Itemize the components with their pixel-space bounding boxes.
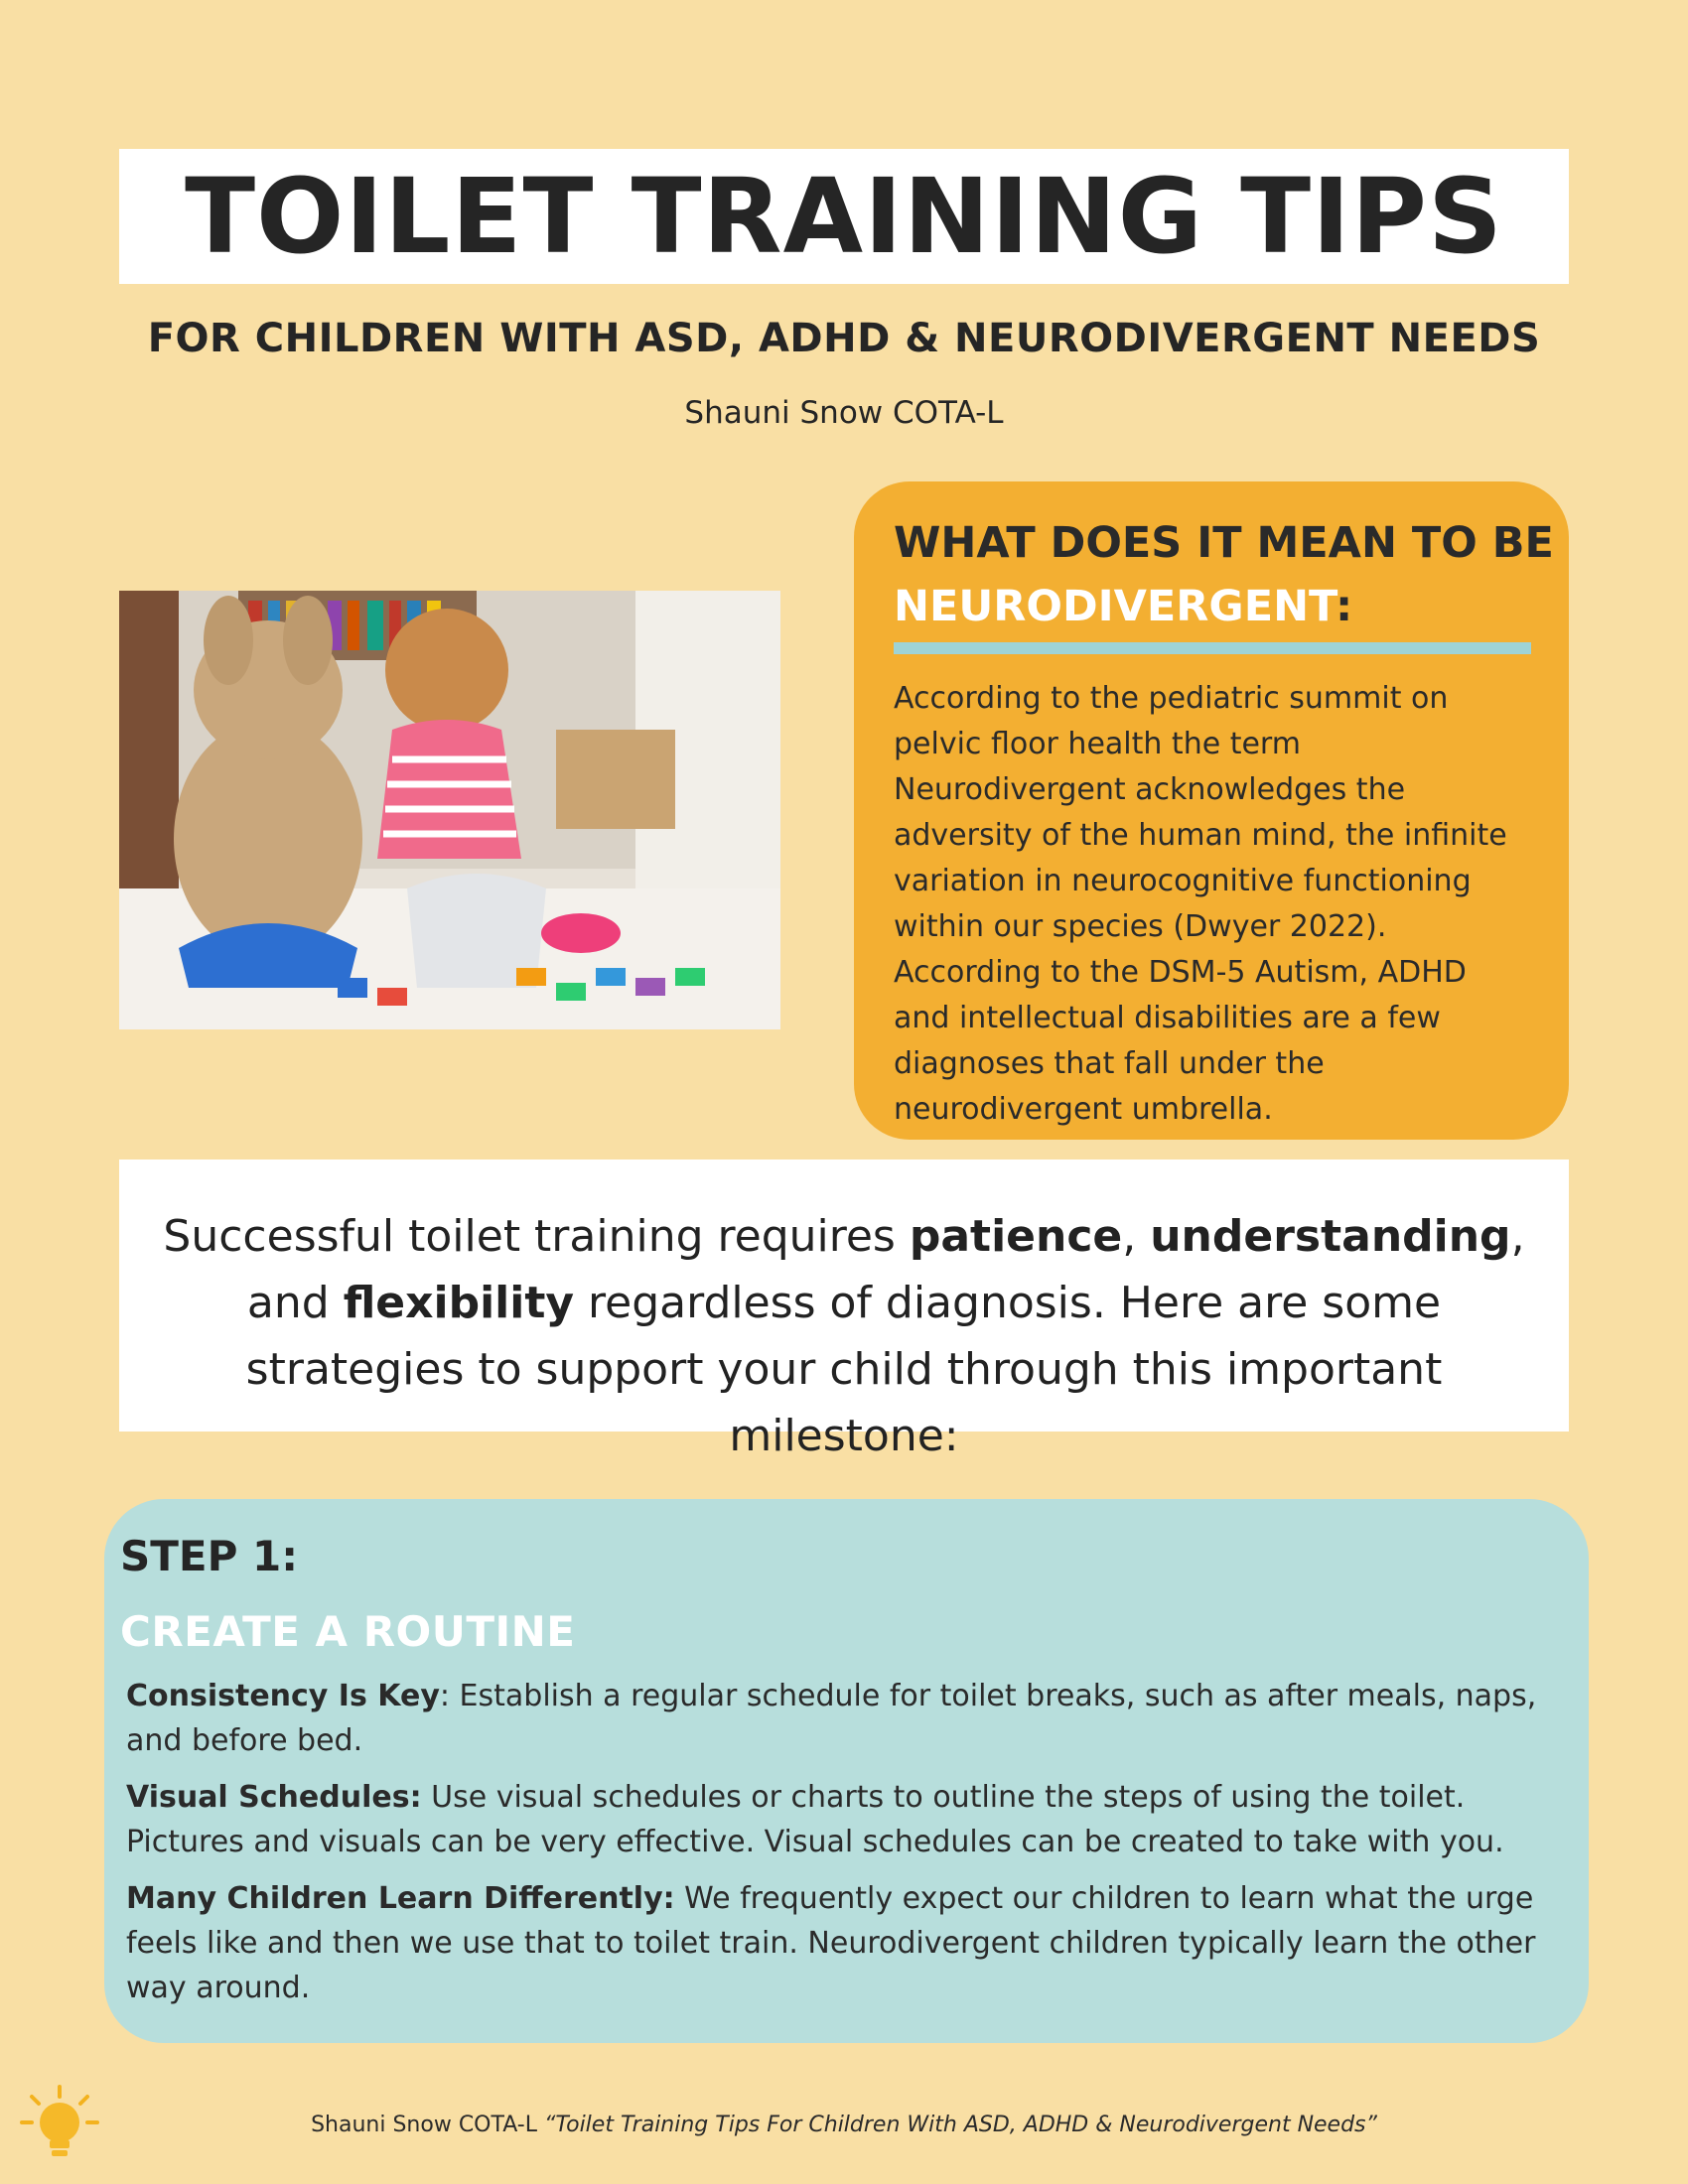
footer-author: Shauni Snow COTA-L <box>311 2113 544 2137</box>
child-potty-photo <box>119 591 780 1029</box>
footer-title: “Toilet Training Tips For Children With ASD, ADHD & Neurodivergent Needs” <box>543 2113 1377 2137</box>
list-item <box>126 1775 1553 1864</box>
footer-citation <box>0 2113 1688 2137</box>
item-term: Visual Schedules: <box>126 1780 422 1815</box>
intro-bold-understanding: understanding <box>1150 1211 1511 1262</box>
title-band <box>119 149 1569 284</box>
item-term: Consistency Is Key <box>126 1679 440 1713</box>
definition-heading-accent: NEURODIVERGENT <box>894 582 1336 631</box>
step-label: STEP 1: <box>120 1532 299 1580</box>
intro-bold-flexibility: flexibility <box>343 1278 575 1328</box>
author-name: Shauni Snow COTA-L <box>684 395 1004 431</box>
intro-text-3: , and <box>246 1211 1525 1328</box>
definition-body: According to the pediatric summit on pelvic floor health the term Neurodivergent acknowledges the adversity of the human mind, the infinite variation in neurocognitive functioning within our species (Dwyer 2022). According to the DSM-5 Autism, ADHD and intellectual disabilities are a few diagnoses that fall under the neurodivergent umbrella. <box>894 681 1507 1127</box>
intro-text-4: regardless of diagnosis. Here are some strategies to support your child through this important milestone: <box>245 1278 1443 1461</box>
item-term: Many Children Learn Differently: <box>126 1881 675 1916</box>
item-text: We frequently expect our children to learn what the urge feels like and then we use that to toilet train. Neurodivergent children typically learn the other way around. <box>126 1881 1536 2005</box>
step-1-card <box>104 1499 1589 2043</box>
intro-text-2: , <box>1122 1211 1151 1262</box>
page-subtitle: FOR CHILDREN WITH ASD, ADHD & NEURODIVERGENT NEEDS <box>147 316 1541 361</box>
step-title: CREATE A ROUTINE <box>120 1607 576 1656</box>
intro-statement <box>119 1160 1569 1461</box>
definition-card <box>854 481 1569 1140</box>
item-text: Use visual schedules or charts to outline the steps of using the toilet. Pictures and visuals can be very effective. Visual schedules can be created to take with you. <box>126 1780 1504 1859</box>
item-text: : Establish a regular schedule for toilet breaks, such as after meals, naps, and before bed. <box>126 1679 1537 1758</box>
intro-bold-patience: patience <box>909 1211 1123 1262</box>
definition-divider <box>894 642 1531 654</box>
definition-heading-line1: WHAT DOES IT MEAN TO BE <box>894 518 1554 568</box>
intro-text-1: Successful toilet training requires <box>163 1211 910 1262</box>
page-title: TOILET TRAINING TIPS <box>185 156 1503 277</box>
definition-heading <box>894 511 1554 638</box>
definition-heading-colon: : <box>1336 582 1353 631</box>
list-item <box>126 1674 1553 1763</box>
list-item <box>126 1876 1553 2010</box>
